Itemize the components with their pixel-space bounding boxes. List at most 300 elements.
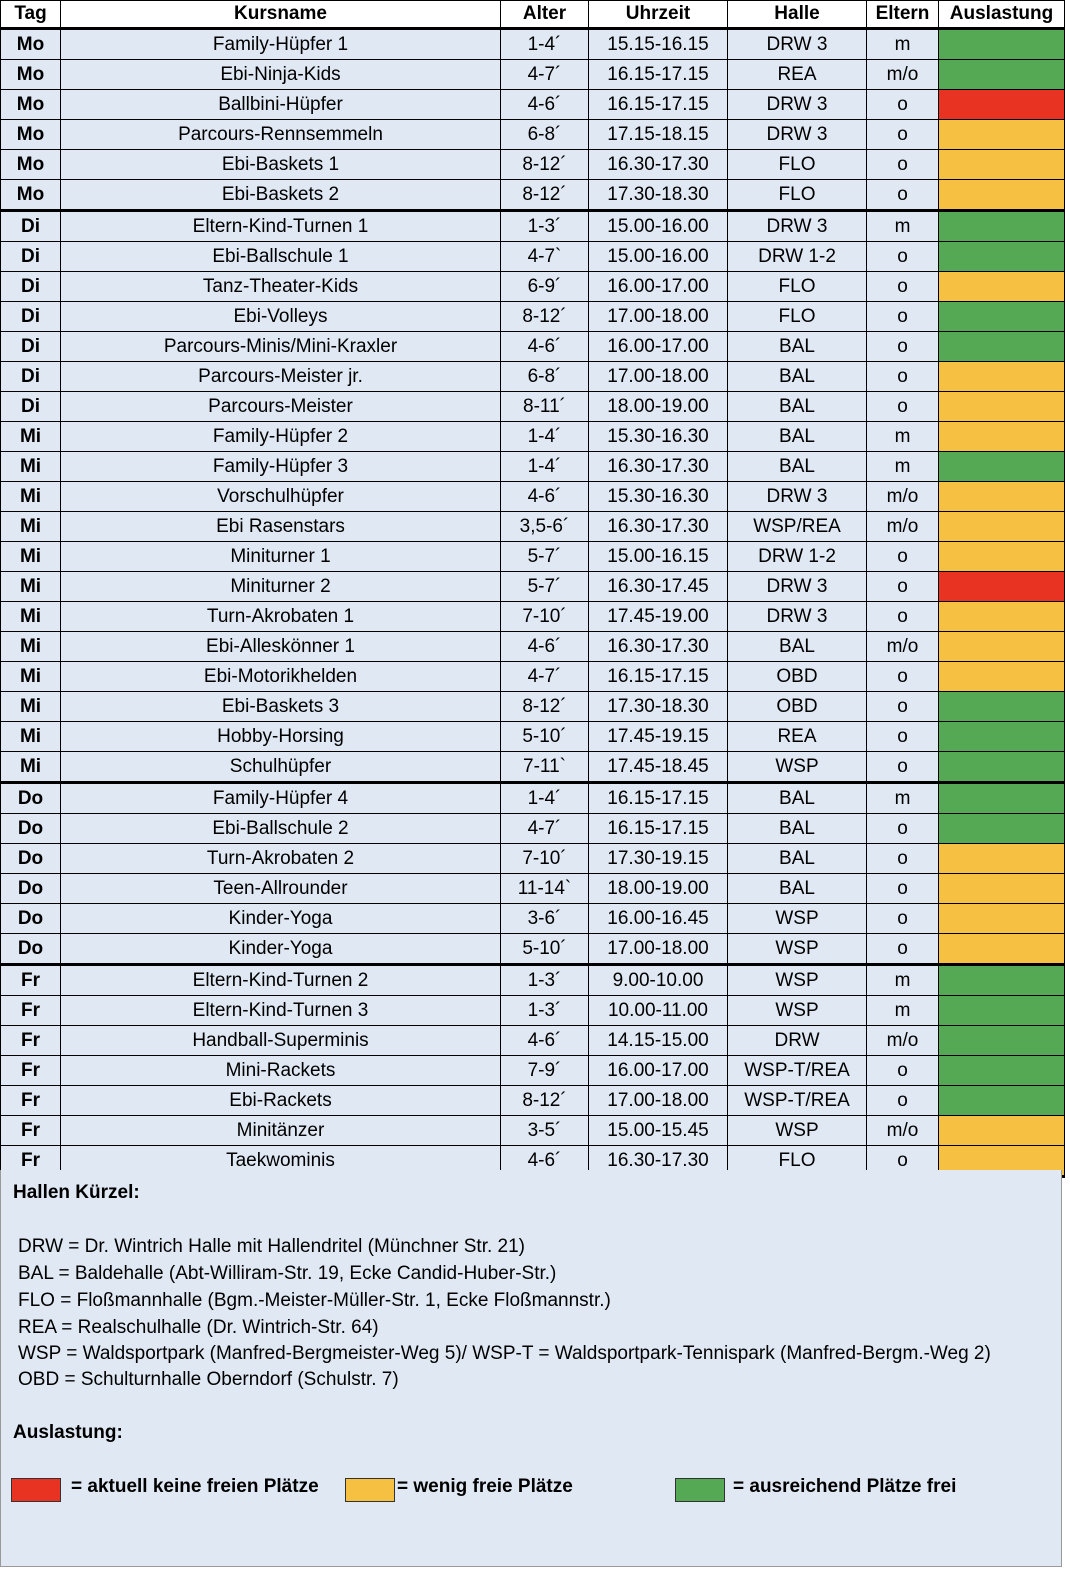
parents-cell: o — [867, 180, 939, 211]
hall-cell: WSP-T/REA — [728, 1086, 867, 1116]
parents-cell: m/o — [867, 1026, 939, 1056]
parents-cell: o — [867, 272, 939, 302]
age-cell: 8-12´ — [501, 302, 589, 332]
course-name-cell: Eltern-Kind-Turnen 2 — [61, 965, 501, 996]
hall-cell: WSP — [728, 934, 867, 965]
time-cell: 16.00-17.00 — [589, 1056, 728, 1086]
day-cell: Di — [1, 242, 61, 272]
day-cell: Mo — [1, 180, 61, 211]
header-alter: Alter — [501, 1, 589, 29]
hall-cell: FLO — [728, 272, 867, 302]
day-cell: Mo — [1, 29, 61, 60]
day-cell: Mi — [1, 692, 61, 722]
occupancy-status-cell — [939, 392, 1065, 422]
occupancy-status-cell — [939, 150, 1065, 180]
auslastung-heading: Auslastung: — [13, 1422, 123, 1443]
day-cell: Di — [1, 272, 61, 302]
hall-cell: WSP-T/REA — [728, 1056, 867, 1086]
course-name-cell: Minitänzer — [61, 1116, 501, 1146]
course-name-cell: Schulhüpfer — [61, 752, 501, 783]
course-name-cell: Turn-Akrobaten 2 — [61, 844, 501, 874]
time-cell: 14.15-15.00 — [589, 1026, 728, 1056]
age-cell: 8-12´ — [501, 1086, 589, 1116]
age-cell: 3,5-6´ — [501, 512, 589, 542]
parents-cell: o — [867, 150, 939, 180]
occupancy-status-cell — [939, 180, 1065, 211]
age-cell: 4-6´ — [501, 1026, 589, 1056]
course-name-cell: Miniturner 2 — [61, 572, 501, 602]
hall-cell: DRW 3 — [728, 211, 867, 242]
day-cell: Fr — [1, 965, 61, 996]
time-cell: 16.30-17.30 — [589, 452, 728, 482]
time-cell: 16.15-17.15 — [589, 783, 728, 814]
parents-cell: o — [867, 392, 939, 422]
age-cell: 3-5´ — [501, 1116, 589, 1146]
occupancy-status-cell — [939, 1056, 1065, 1086]
course-name-cell: Hobby-Horsing — [61, 722, 501, 752]
course-rows — [1, 29, 1065, 1177]
occupancy-status-cell — [939, 602, 1065, 632]
table-row — [1, 272, 1065, 302]
parents-cell: o — [867, 542, 939, 572]
course-name-cell: Ebi-Volleys — [61, 302, 501, 332]
table-row — [1, 362, 1065, 392]
parents-cell: o — [867, 904, 939, 934]
table-row — [1, 722, 1065, 752]
parents-cell: o — [867, 814, 939, 844]
course-name-cell: Ebi-Baskets 2 — [61, 180, 501, 211]
hall-cell: BAL — [728, 844, 867, 874]
table-row — [1, 752, 1065, 783]
occupancy-status-cell — [939, 452, 1065, 482]
hall-cell: BAL — [728, 874, 867, 904]
table-row — [1, 1056, 1065, 1086]
course-name-cell: Family-Hüpfer 4 — [61, 783, 501, 814]
course-name-cell: Kinder-Yoga — [61, 904, 501, 934]
course-name-cell: Kinder-Yoga — [61, 934, 501, 965]
parents-cell: m/o — [867, 632, 939, 662]
hall-cell: DRW 3 — [728, 90, 867, 120]
course-name-cell: Turn-Akrobaten 1 — [61, 602, 501, 632]
parents-cell: m — [867, 211, 939, 242]
hall-cell: DRW 3 — [728, 29, 867, 60]
hall-cell: DRW 3 — [728, 572, 867, 602]
day-cell: Fr — [1, 1146, 61, 1177]
course-name-cell: Parcours-Rennsemmeln — [61, 120, 501, 150]
time-cell: 16.30-17.30 — [589, 150, 728, 180]
table-row — [1, 844, 1065, 874]
course-name-cell: Tanz-Theater-Kids — [61, 272, 501, 302]
hallen-heading: Hallen Kürzel: — [13, 1182, 140, 1203]
hall-cell: DRW 3 — [728, 482, 867, 512]
day-cell: Do — [1, 783, 61, 814]
header-tag: Tag — [1, 1, 61, 29]
age-cell: 11-14` — [501, 874, 589, 904]
table-row — [1, 512, 1065, 542]
day-cell: Do — [1, 844, 61, 874]
table-row — [1, 572, 1065, 602]
time-cell: 15.00-16.00 — [589, 211, 728, 242]
age-cell: 4-7´ — [501, 662, 589, 692]
hall-cell: FLO — [728, 1146, 867, 1177]
day-cell: Fr — [1, 1086, 61, 1116]
table-row — [1, 302, 1065, 332]
parents-cell: m — [867, 965, 939, 996]
occupancy-status-cell — [939, 965, 1065, 996]
legend-green-swatch — [675, 1478, 725, 1502]
occupancy-status-cell — [939, 120, 1065, 150]
course-name-cell: Parcours-Meister jr. — [61, 362, 501, 392]
hall-cell: WSP — [728, 752, 867, 783]
age-cell: 1-3´ — [501, 211, 589, 242]
header-auslastung: Auslastung — [939, 1, 1065, 29]
parents-cell: o — [867, 844, 939, 874]
age-cell: 8-11´ — [501, 392, 589, 422]
day-cell: Di — [1, 302, 61, 332]
hall-cell: BAL — [728, 783, 867, 814]
table-row — [1, 332, 1065, 362]
day-cell: Di — [1, 392, 61, 422]
table-row — [1, 211, 1065, 242]
table-row — [1, 29, 1065, 60]
day-cell: Mi — [1, 602, 61, 632]
day-cell: Mo — [1, 60, 61, 90]
age-cell: 7-11` — [501, 752, 589, 783]
day-cell: Mi — [1, 572, 61, 602]
course-name-cell: Ebi-Ballschule 1 — [61, 242, 501, 272]
course-name-cell: Ebi-Baskets 3 — [61, 692, 501, 722]
hall-cell: WSP — [728, 965, 867, 996]
parents-cell: o — [867, 934, 939, 965]
time-cell: 17.45-18.45 — [589, 752, 728, 783]
time-cell: 16.30-17.30 — [589, 1146, 728, 1177]
hall-cell: WSP — [728, 1116, 867, 1146]
age-cell: 7-10´ — [501, 602, 589, 632]
day-cell: Mi — [1, 512, 61, 542]
parents-cell: o — [867, 874, 939, 904]
age-cell: 8-12´ — [501, 180, 589, 211]
course-name-cell: Parcours-Meister — [61, 392, 501, 422]
header-kursname: Kursname — [61, 1, 501, 29]
hall-cell: DRW 1-2 — [728, 242, 867, 272]
parents-cell: o — [867, 302, 939, 332]
table-row — [1, 120, 1065, 150]
time-cell: 17.30-18.30 — [589, 692, 728, 722]
hall-cell: OBD — [728, 692, 867, 722]
course-name-cell: Ebi-Motorikhelden — [61, 662, 501, 692]
age-cell: 4-7` — [501, 242, 589, 272]
time-cell: 16.15-17.15 — [589, 814, 728, 844]
time-cell: 15.00-16.15 — [589, 542, 728, 572]
day-cell: Mo — [1, 150, 61, 180]
time-cell: 17.00-18.00 — [589, 934, 728, 965]
time-cell: 18.00-19.00 — [589, 392, 728, 422]
header-eltern: Eltern — [867, 1, 939, 29]
hall-cell: BAL — [728, 392, 867, 422]
parents-cell: o — [867, 90, 939, 120]
course-name-cell: Family-Hüpfer 1 — [61, 29, 501, 60]
hallen-line-drw: DRW = Dr. Wintrich Halle mit Hallendritel (Münchner Str. 21) — [18, 1236, 525, 1257]
time-cell: 17.30-19.15 — [589, 844, 728, 874]
age-cell: 4-7´ — [501, 60, 589, 90]
occupancy-status-cell — [939, 1116, 1065, 1146]
hall-cell: BAL — [728, 452, 867, 482]
time-cell: 16.00-16.45 — [589, 904, 728, 934]
occupancy-status-cell — [939, 632, 1065, 662]
parents-cell: o — [867, 602, 939, 632]
time-cell: 17.45-19.15 — [589, 722, 728, 752]
parents-cell: m — [867, 783, 939, 814]
hall-cell: REA — [728, 722, 867, 752]
occupancy-status-cell — [939, 874, 1065, 904]
day-cell: Do — [1, 934, 61, 965]
parents-cell: m — [867, 422, 939, 452]
age-cell: 3-6´ — [501, 904, 589, 934]
legend-green-label: = ausreichend Plätze frei — [733, 1476, 957, 1497]
occupancy-status-cell — [939, 1026, 1065, 1056]
course-name-cell: Ebi-Baskets 1 — [61, 150, 501, 180]
table-row — [1, 662, 1065, 692]
day-cell: Fr — [1, 1056, 61, 1086]
time-cell: 15.30-16.30 — [589, 482, 728, 512]
occupancy-status-cell — [939, 362, 1065, 392]
header-halle: Halle — [728, 1, 867, 29]
parents-cell: o — [867, 362, 939, 392]
occupancy-status-cell — [939, 572, 1065, 602]
day-cell: Fr — [1, 1026, 61, 1056]
hall-cell: BAL — [728, 332, 867, 362]
table-row — [1, 150, 1065, 180]
time-cell: 17.15-18.15 — [589, 120, 728, 150]
table-row — [1, 180, 1065, 211]
age-cell: 8-12´ — [501, 150, 589, 180]
course-name-cell: Taekwominis — [61, 1146, 501, 1177]
parents-cell: o — [867, 1086, 939, 1116]
occupancy-status-cell — [939, 692, 1065, 722]
occupancy-status-cell — [939, 29, 1065, 60]
hall-cell: OBD — [728, 662, 867, 692]
time-cell: 15.30-16.30 — [589, 422, 728, 452]
hall-cell: FLO — [728, 302, 867, 332]
table-row — [1, 934, 1065, 965]
table-row — [1, 965, 1065, 996]
occupancy-status-cell — [939, 783, 1065, 814]
day-cell: Mi — [1, 722, 61, 752]
occupancy-status-cell — [939, 904, 1065, 934]
parents-cell: o — [867, 692, 939, 722]
occupancy-status-cell — [939, 211, 1065, 242]
occupancy-status-cell — [939, 542, 1065, 572]
occupancy-status-cell — [939, 844, 1065, 874]
table-row — [1, 692, 1065, 722]
day-cell: Di — [1, 362, 61, 392]
legend-panel — [0, 1170, 1062, 1567]
age-cell: 1-4´ — [501, 783, 589, 814]
age-cell: 7-10´ — [501, 844, 589, 874]
occupancy-status-cell — [939, 722, 1065, 752]
hall-cell: BAL — [728, 422, 867, 452]
hall-cell: REA — [728, 60, 867, 90]
hallen-line-wsp: WSP = Waldsportpark (Manfred-Bergmeister-Weg 5)/ WSP-T = Waldsportpark-Tennispark (Manfred-Bergm.-Weg 2) — [18, 1343, 991, 1364]
occupancy-status-cell — [939, 90, 1065, 120]
hall-cell: DRW 1-2 — [728, 542, 867, 572]
parents-cell: m — [867, 996, 939, 1026]
table-row — [1, 632, 1065, 662]
hall-cell: BAL — [728, 362, 867, 392]
day-cell: Mi — [1, 422, 61, 452]
table-row — [1, 1116, 1065, 1146]
age-cell: 4-6´ — [501, 632, 589, 662]
age-cell: 6-8´ — [501, 120, 589, 150]
time-cell: 16.15-17.15 — [589, 90, 728, 120]
time-cell: 16.30-17.30 — [589, 632, 728, 662]
table-row — [1, 783, 1065, 814]
hall-cell: BAL — [728, 632, 867, 662]
age-cell: 6-9´ — [501, 272, 589, 302]
time-cell: 16.15-17.15 — [589, 662, 728, 692]
age-cell: 1-3´ — [501, 996, 589, 1026]
course-name-cell: Miniturner 1 — [61, 542, 501, 572]
legend-red-swatch — [11, 1478, 61, 1502]
day-cell: Mi — [1, 662, 61, 692]
day-cell: Mi — [1, 542, 61, 572]
hall-cell: DRW 3 — [728, 120, 867, 150]
parents-cell: m/o — [867, 482, 939, 512]
table-row — [1, 482, 1065, 512]
age-cell: 6-8´ — [501, 362, 589, 392]
header-uhrzeit: Uhrzeit — [589, 1, 728, 29]
age-cell: 5-10´ — [501, 934, 589, 965]
parents-cell: m — [867, 29, 939, 60]
occupancy-status-cell — [939, 332, 1065, 362]
course-name-cell: Ebi Rasenstars — [61, 512, 501, 542]
occupancy-status-cell — [939, 482, 1065, 512]
age-cell: 1-3´ — [501, 965, 589, 996]
time-cell: 16.15-17.15 — [589, 60, 728, 90]
age-cell: 1-4´ — [501, 29, 589, 60]
day-cell: Fr — [1, 1116, 61, 1146]
day-cell: Mi — [1, 482, 61, 512]
course-name-cell: Ebi-Ninja-Kids — [61, 60, 501, 90]
course-name-cell: Family-Hüpfer 3 — [61, 452, 501, 482]
day-cell: Mo — [1, 90, 61, 120]
legend-yellow-label: = wenig freie Plätze — [397, 1476, 573, 1497]
course-name-cell: Ebi-Ballschule 2 — [61, 814, 501, 844]
occupancy-status-cell — [939, 814, 1065, 844]
hallen-line-rea: REA = Realschulhalle (Dr. Wintrich-Str. 64) — [18, 1317, 379, 1338]
time-cell: 15.15-16.15 — [589, 29, 728, 60]
table-row — [1, 904, 1065, 934]
course-name-cell: Eltern-Kind-Turnen 1 — [61, 211, 501, 242]
course-name-cell: Teen-Allrounder — [61, 874, 501, 904]
occupancy-status-cell — [939, 752, 1065, 783]
hallen-line-flo: FLO = Floßmannhalle (Bgm.-Meister-Müller-Str. 1, Ecke Floßmannstr.) — [18, 1290, 611, 1311]
legend-red-label: = aktuell keine freien Plätze — [71, 1476, 319, 1497]
hallen-line-obd: OBD = Schulturnhalle Oberndorf (Schulstr. 7) — [18, 1369, 399, 1390]
table-row — [1, 242, 1065, 272]
age-cell: 4-6´ — [501, 482, 589, 512]
parents-cell: m/o — [867, 1116, 939, 1146]
occupancy-status-cell — [939, 512, 1065, 542]
time-cell: 17.45-19.00 — [589, 602, 728, 632]
age-cell: 4-6´ — [501, 90, 589, 120]
age-cell: 7-9´ — [501, 1056, 589, 1086]
table-row — [1, 542, 1065, 572]
table-row — [1, 452, 1065, 482]
hall-cell: DRW — [728, 1026, 867, 1056]
table-row — [1, 814, 1065, 844]
course-name-cell: Handball-Superminis — [61, 1026, 501, 1056]
table-row — [1, 1026, 1065, 1056]
day-cell: Mo — [1, 120, 61, 150]
course-name-cell: Parcours-Minis/Mini-Kraxler — [61, 332, 501, 362]
occupancy-status-cell — [939, 934, 1065, 965]
table-row — [1, 996, 1065, 1026]
day-cell: Fr — [1, 996, 61, 1026]
occupancy-status-cell — [939, 60, 1065, 90]
table-row — [1, 874, 1065, 904]
course-name-cell: Eltern-Kind-Turnen 3 — [61, 996, 501, 1026]
table-row — [1, 392, 1065, 422]
day-cell: Mi — [1, 452, 61, 482]
course-name-cell: Ballbini-Hüpfer — [61, 90, 501, 120]
day-cell: Do — [1, 904, 61, 934]
day-cell: Do — [1, 814, 61, 844]
legend-yellow-swatch — [345, 1478, 395, 1502]
age-cell: 4-6´ — [501, 332, 589, 362]
day-cell: Mi — [1, 752, 61, 783]
day-cell: Di — [1, 332, 61, 362]
course-name-cell: Ebi-Alleskönner 1 — [61, 632, 501, 662]
time-cell: 9.00-10.00 — [589, 965, 728, 996]
time-cell: 16.30-17.30 — [589, 512, 728, 542]
time-cell: 18.00-19.00 — [589, 874, 728, 904]
parents-cell: m/o — [867, 60, 939, 90]
header-row — [1, 1, 1065, 29]
parents-cell: o — [867, 120, 939, 150]
age-cell: 1-4´ — [501, 452, 589, 482]
parents-cell: o — [867, 572, 939, 602]
parents-cell: o — [867, 722, 939, 752]
parents-cell: m — [867, 452, 939, 482]
time-cell: 17.00-18.00 — [589, 362, 728, 392]
occupancy-status-cell — [939, 302, 1065, 332]
occupancy-status-cell — [939, 272, 1065, 302]
age-cell: 1-4´ — [501, 422, 589, 452]
time-cell: 10.00-11.00 — [589, 996, 728, 1026]
parents-cell: o — [867, 662, 939, 692]
hall-cell: WSP/REA — [728, 512, 867, 542]
hall-cell: FLO — [728, 180, 867, 211]
parents-cell: o — [867, 332, 939, 362]
day-cell: Di — [1, 211, 61, 242]
time-cell: 17.00-18.00 — [589, 302, 728, 332]
course-name-cell: Mini-Rackets — [61, 1056, 501, 1086]
age-cell: 8-12´ — [501, 692, 589, 722]
time-cell: 15.00-15.45 — [589, 1116, 728, 1146]
parents-cell: o — [867, 1056, 939, 1086]
course-name-cell: Vorschulhüpfer — [61, 482, 501, 512]
occupancy-status-cell — [939, 662, 1065, 692]
time-cell: 16.30-17.45 — [589, 572, 728, 602]
parents-cell: m/o — [867, 512, 939, 542]
time-cell: 16.00-17.00 — [589, 332, 728, 362]
table-row — [1, 90, 1065, 120]
time-cell: 17.00-18.00 — [589, 1086, 728, 1116]
day-cell: Mi — [1, 632, 61, 662]
time-cell: 16.00-17.00 — [589, 272, 728, 302]
hall-cell: DRW 3 — [728, 602, 867, 632]
